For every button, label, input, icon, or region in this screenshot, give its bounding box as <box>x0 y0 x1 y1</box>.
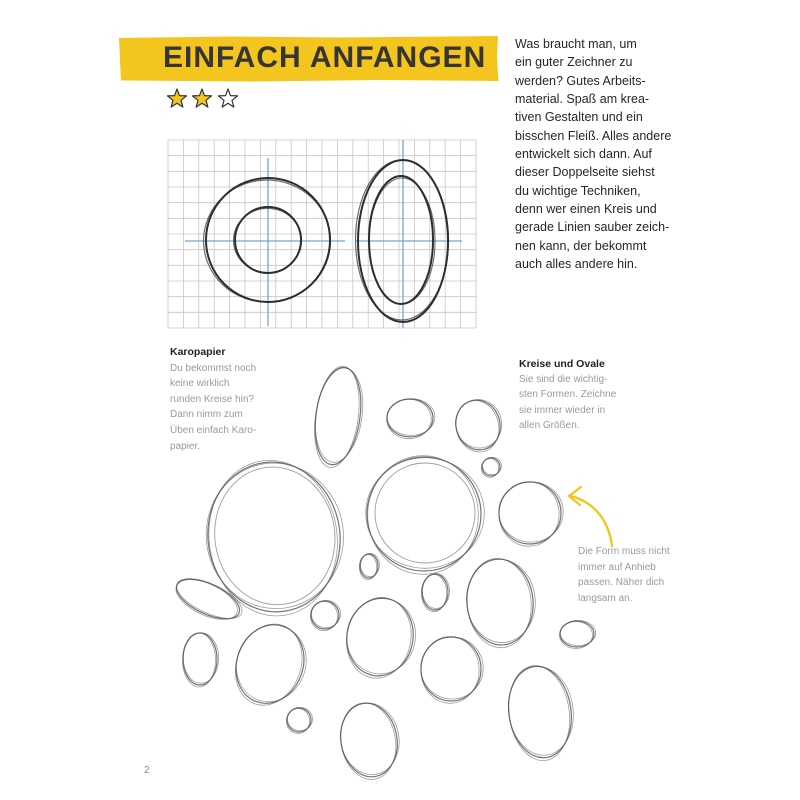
sketch-oval <box>450 394 508 456</box>
sketch-oval <box>503 661 580 765</box>
sketch-oval <box>196 451 354 625</box>
intro-line: Was braucht man, um <box>515 37 637 51</box>
caption-line: immer auf Anhieb <box>578 561 656 573</box>
intro-line: du wichtige Techniken, <box>515 183 641 198</box>
sketch-oval <box>499 482 563 546</box>
sketch-oval <box>340 592 422 684</box>
sketch-oval <box>335 698 406 784</box>
intro-text <box>515 35 687 273</box>
star-icon <box>167 89 186 107</box>
hint-caption <box>578 544 670 606</box>
intro-line: material. Spaß am krea- <box>515 92 650 107</box>
intro-line: entwickelt sich dann. Auf <box>515 147 652 162</box>
sketch-oval <box>463 555 539 650</box>
caption-line: Dann nimm zum <box>170 409 243 421</box>
sketch-oval <box>481 457 501 477</box>
caption-line: Sie sind die wichtig- <box>519 374 608 386</box>
sketch-oval <box>560 620 596 648</box>
intro-line: nen kann, der bekommt <box>515 238 647 253</box>
caption-line: langsam an. <box>578 592 633 604</box>
sketch-oval <box>421 574 449 612</box>
sketch-oval <box>387 399 435 439</box>
intro-line: denn wer einen Kreis und <box>515 202 657 217</box>
page-number: 2 <box>144 765 150 776</box>
caption-line: runden Kreise hin? <box>170 393 254 405</box>
caption-line: papier. <box>170 440 201 452</box>
intro-line: werden? Gutes Arbeits- <box>515 73 646 88</box>
intro-line: gerade Linien sauber zeich- <box>515 220 670 235</box>
curved-arrow-icon <box>569 487 612 546</box>
caption-line: Üben einfach Karo- <box>170 424 257 436</box>
shapes-caption <box>519 357 616 433</box>
caption-line: keine wirklich <box>170 378 230 390</box>
sketch-oval <box>224 614 317 716</box>
sketch-oval <box>359 553 379 579</box>
caption-line: Du bekommst noch <box>170 362 257 374</box>
star-icon <box>218 89 237 107</box>
grid-oval-inner <box>369 176 435 304</box>
caption-heading: Karopapier <box>170 346 226 358</box>
caption-line: allen Größen. <box>519 419 580 431</box>
sketch-oval <box>309 363 369 470</box>
intro-line: dieser Doppelseite siehst <box>515 165 655 180</box>
caption-line: Die Form muss nicht <box>578 546 670 557</box>
page-title: EINFACH ANFANGEN <box>163 41 487 74</box>
sketch-oval <box>286 707 312 733</box>
grid-paper-caption <box>170 345 256 454</box>
caption-line: passen. Näher dich <box>578 577 665 588</box>
intro-line: bisschen Fleiß. Alles andere <box>515 128 672 143</box>
intro-line: tiven Gestalten und ein <box>515 110 643 125</box>
caption-line: sten Formen. Zeichne <box>519 389 617 401</box>
grid-circle-outer <box>204 178 331 302</box>
sketch-oval <box>421 637 483 704</box>
caption-heading: Kreise und Ovale <box>519 358 605 370</box>
sketch-oval <box>183 633 219 687</box>
caption-line: sie immer wieder in <box>519 404 606 416</box>
grid-paper <box>168 140 476 328</box>
sketch-oval <box>310 600 340 630</box>
intro-line: auch alles andere hin. <box>515 257 638 272</box>
star-icon <box>192 89 211 107</box>
difficulty-rating <box>167 89 237 107</box>
sketch-oval <box>366 456 485 575</box>
intro-line: ein guter Zeichner zu <box>515 55 633 70</box>
sketch-oval <box>170 570 248 629</box>
